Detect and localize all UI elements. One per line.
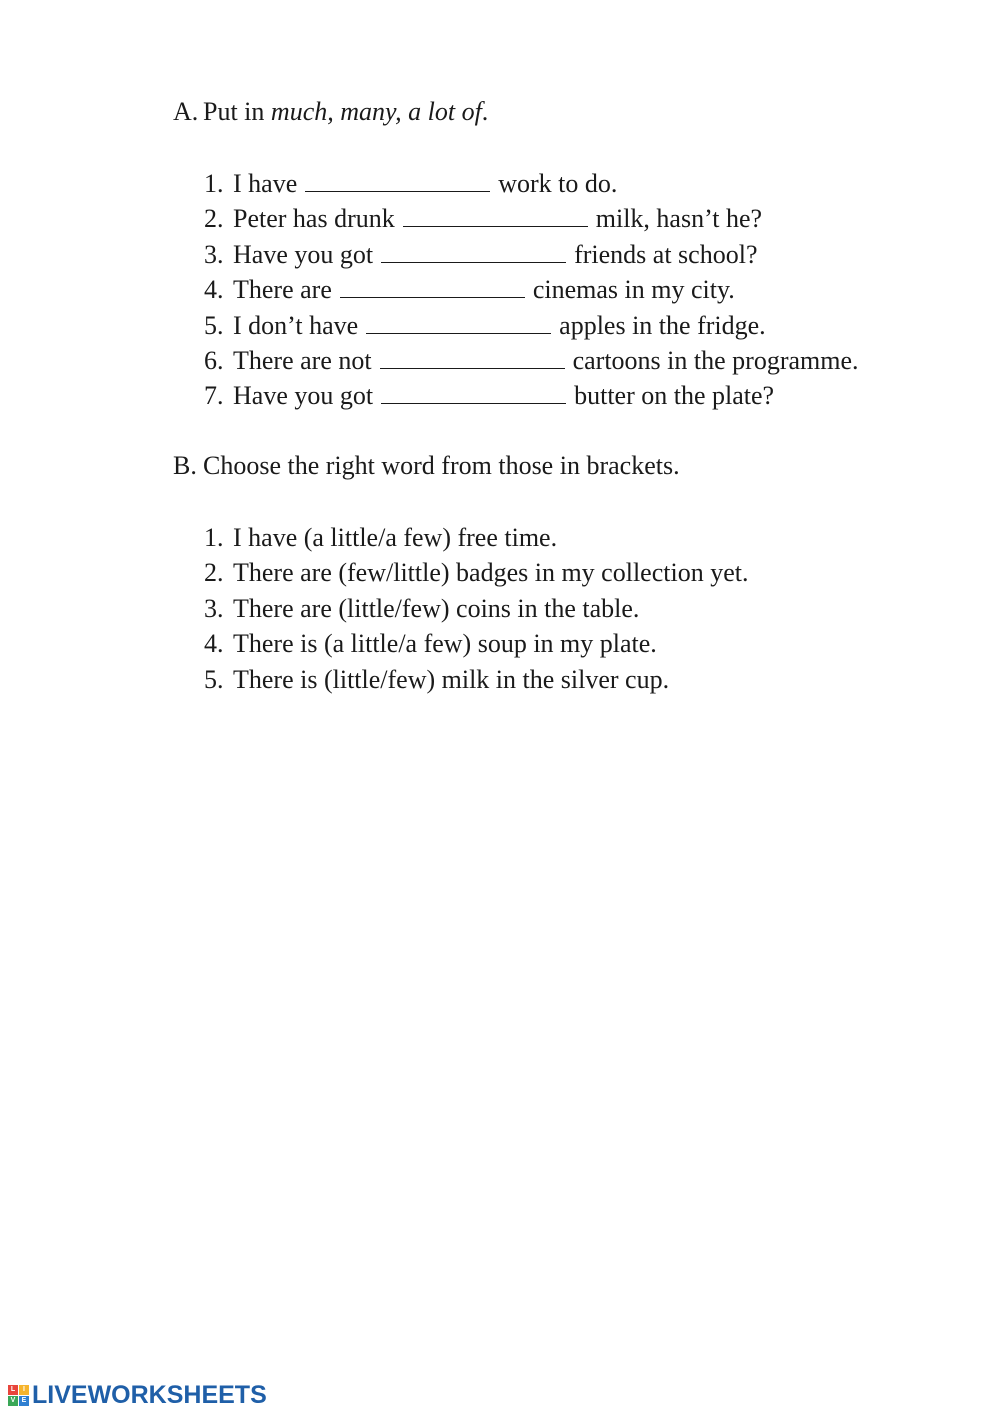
section-b-question[interactable]: [204, 662, 748, 697]
question-number: 1.: [204, 169, 224, 198]
logo-block-l: L: [8, 1385, 18, 1395]
question-number: 6.: [204, 346, 224, 376]
question-text-after: cartoons in the programme.: [572, 346, 859, 376]
section-b-question[interactable]: [204, 520, 748, 555]
question-text-before: There are: [233, 275, 332, 305]
section-b-question-list: [204, 520, 748, 697]
question-text-before: Have you got: [233, 239, 374, 269]
question-text-before: Peter has drunk: [233, 204, 395, 234]
question-text-after: friends at school?: [574, 239, 758, 269]
section-a-question: [204, 237, 859, 272]
question-text-after: milk, hasn’t he?: [595, 204, 763, 234]
question-text-before: There are not: [233, 346, 372, 376]
question-text: I have (a little/a few) free time.: [233, 523, 558, 552]
section-b-question[interactable]: [204, 626, 748, 661]
section-b-intro: Choose the right word from those in brackets.: [203, 451, 680, 480]
answer-blank-a6[interactable]: [380, 346, 565, 369]
section-b-heading: [173, 451, 680, 481]
section-a-question-list: [204, 166, 859, 414]
question-number: 2.: [204, 204, 224, 234]
logo-block-e: E: [19, 1396, 29, 1406]
question-text-after: work to do.: [498, 169, 618, 198]
section-b-question[interactable]: [204, 555, 748, 590]
logo-block-v: V: [8, 1396, 18, 1406]
section-b-question[interactable]: [204, 591, 748, 626]
section-a-question: [204, 272, 859, 307]
section-a-question: [204, 378, 859, 413]
liveworksheets-logo: [8, 1381, 267, 1409]
section-a-question: [204, 343, 859, 378]
question-number: 3.: [204, 593, 224, 623]
question-text: There are (little/few) coins in the table.: [233, 593, 640, 623]
question-number: 1.: [204, 523, 224, 552]
section-b-letter: B.: [173, 451, 197, 480]
answer-blank-a2[interactable]: [403, 204, 588, 227]
question-text-before: Have you got: [233, 381, 374, 411]
question-number: 3.: [204, 239, 224, 269]
logo-block-i: I: [19, 1385, 29, 1395]
answer-blank-a7[interactable]: [381, 381, 566, 404]
logo-blocks-icon: [8, 1385, 29, 1406]
section-a-heading: [173, 97, 488, 127]
question-number: 5.: [204, 310, 224, 340]
section-a-intro-end: .: [481, 97, 489, 126]
section-a-question: [204, 166, 859, 201]
question-text-before: I have: [233, 169, 298, 198]
question-number: 2.: [204, 558, 224, 588]
section-a-question: [204, 201, 859, 236]
section-a-letter: A.: [173, 97, 199, 126]
question-number: 4.: [204, 275, 224, 305]
question-number: 4.: [204, 629, 224, 659]
question-text: There is (little/few) milk in the silver cup.: [233, 664, 670, 694]
answer-blank-a4[interactable]: [340, 275, 525, 298]
answer-blank-a1[interactable]: [305, 169, 490, 192]
question-text: There is (a little/a few) soup in my plate.: [233, 629, 657, 659]
question-text-after: butter on the plate?: [574, 381, 775, 411]
question-number: 7.: [204, 381, 224, 411]
question-text-after: apples in the fridge.: [559, 310, 766, 340]
question-text-before: I don’t have: [233, 310, 359, 340]
logo-text: LIVEWORKSHEETS: [32, 1381, 267, 1409]
section-a-question: [204, 308, 859, 343]
section-a-intro: Put in: [203, 97, 271, 126]
question-text-after: cinemas in my city.: [532, 275, 735, 305]
answer-blank-a5[interactable]: [366, 311, 551, 334]
answer-blank-a3[interactable]: [381, 240, 566, 263]
question-number: 5.: [204, 664, 224, 694]
question-text: There are (few/little) badges in my collection yet.: [233, 558, 749, 588]
section-a-intro-italic: much, many, a lot of: [270, 97, 482, 126]
